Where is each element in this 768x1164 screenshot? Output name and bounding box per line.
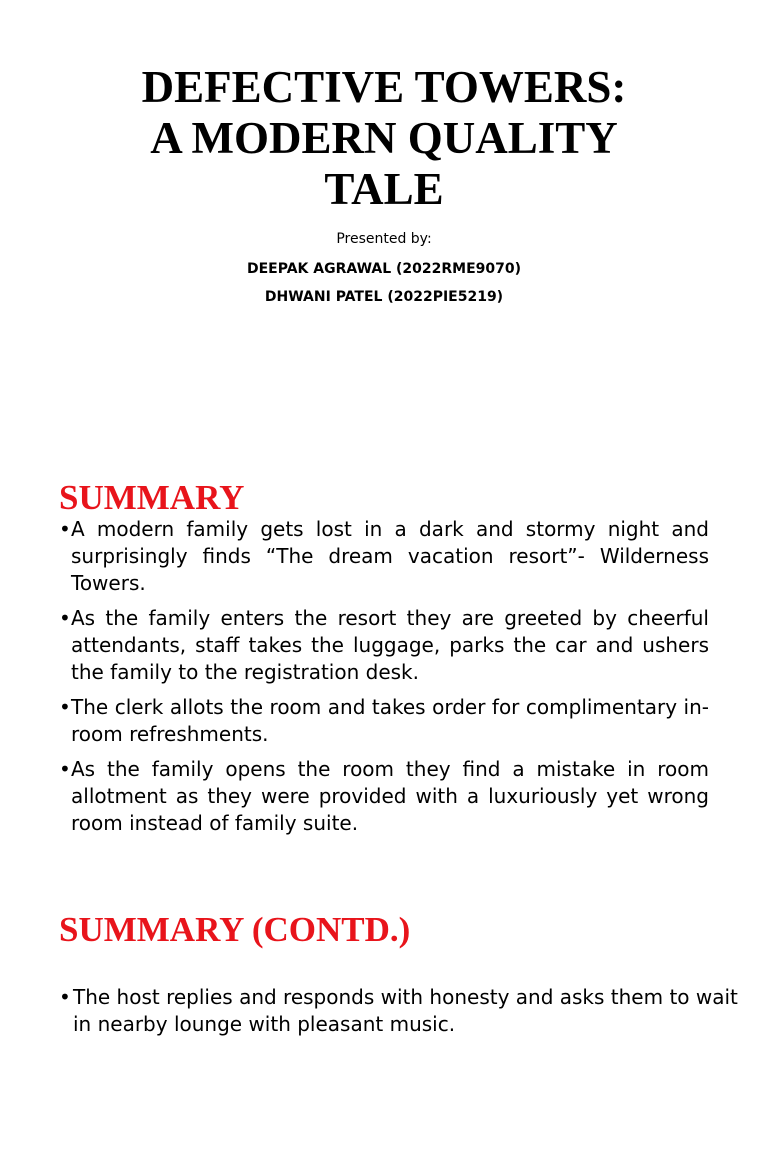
title-line-1: DEFECTIVE TOWERS: xyxy=(141,62,627,112)
summary-bullet-item xyxy=(59,516,709,597)
summary-heading: SUMMARY xyxy=(59,478,245,517)
bullet-icon: • xyxy=(59,695,71,719)
presented-by-label: Presented by: xyxy=(336,231,432,247)
bullet-icon: • xyxy=(59,985,71,1009)
summary-bullet-text: As the family enters the resort they are greeted by cheerful attendants, staff takes the luggage, parks the car and ushers the family to the registration desk. xyxy=(71,606,709,684)
title-slide xyxy=(0,0,768,432)
summary-bullet-text: A modern family gets lost in a dark and stormy night and surprisingly finds “The dream vacation resort”- Wilderness Towers. xyxy=(71,517,709,595)
summary-bullet-item xyxy=(59,756,709,837)
summary-contd-heading: SUMMARY (CONTD.) xyxy=(59,910,411,949)
bullet-icon: • xyxy=(59,517,71,541)
bullet-icon: • xyxy=(59,606,71,630)
presentation-title xyxy=(40,62,728,215)
author-name-2: DHWANI PATEL (2022PIE5219) xyxy=(264,289,504,305)
title-line-3: TALE xyxy=(324,164,444,214)
summary-slide xyxy=(0,432,768,864)
summary-contd-bullet-list xyxy=(59,984,739,1046)
title-line-2: A MODERN QUALITY xyxy=(150,113,618,163)
summary-bullet-list xyxy=(59,516,709,845)
summary-contd-bullet-text: The host replies and responds with honesty and asks them to wait in nearby lounge with pleasant music. xyxy=(73,985,738,1036)
bullet-icon: • xyxy=(59,757,71,781)
summary-bullet-item xyxy=(59,694,709,748)
author-name-1: DEEPAK AGRAWAL (2022RME9070) xyxy=(246,261,522,277)
summary-bullet-text: As the family opens the room they find a mistake in room allotment as they were provided with a luxuriously yet wrong room instead of family suite. xyxy=(71,757,709,835)
summary-bullet-item xyxy=(59,605,709,686)
summary-contd-bullet-item xyxy=(59,984,739,1038)
summary-bullet-text: The clerk allots the room and takes order for complimentary in-room refreshments. xyxy=(71,695,709,746)
summary-contd-slide xyxy=(0,864,768,1164)
